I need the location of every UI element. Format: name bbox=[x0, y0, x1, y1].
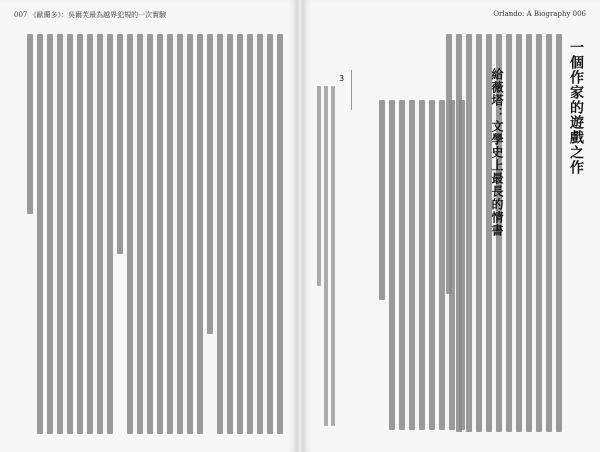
right-body-text-2 bbox=[379, 100, 465, 430]
left-page-header: 007 《歐蘭多》：吳爾芙最為越界犯規的一次實驗 bbox=[14, 11, 167, 19]
footnote-rule bbox=[351, 70, 352, 110]
section-heading-sub: 給薇塔：文學史上最長的情書 bbox=[490, 68, 504, 237]
right-page bbox=[303, 0, 600, 452]
section-heading-main: 一個作家的遊戲之作 bbox=[568, 40, 584, 175]
left-body-text bbox=[27, 34, 283, 434]
footnote-marker: 3 bbox=[339, 74, 345, 83]
left-page bbox=[0, 0, 297, 452]
footnote-text bbox=[317, 86, 335, 426]
right-page-header: Orlando: A Biography 006 bbox=[493, 10, 586, 18]
